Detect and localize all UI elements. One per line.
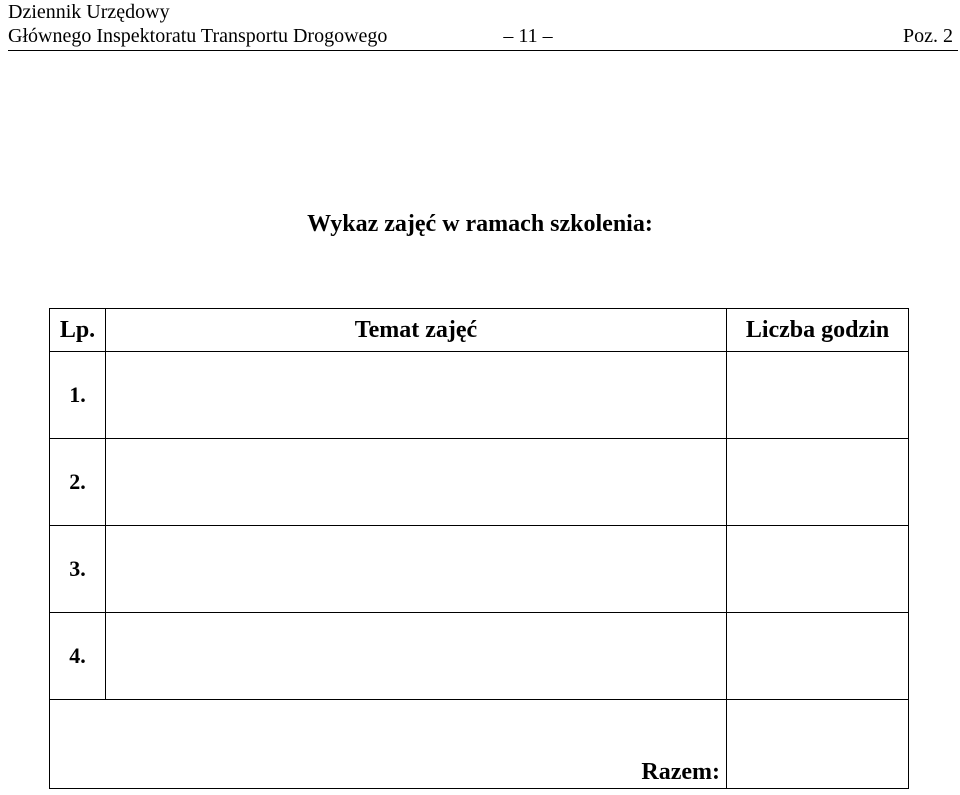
table-row (50, 613, 909, 700)
position-number: Poz. 2 (903, 25, 953, 47)
page-number-dash-left: – (503, 25, 514, 47)
total-label: Razem: (50, 700, 727, 789)
row-number: 4. (50, 613, 106, 700)
journal-title-line1: Dziennik Urzędowy (8, 1, 170, 23)
journal-title-line2: Głównego Inspektoratu Transportu Drogowego (8, 25, 388, 47)
page-number (483, 24, 573, 49)
page-number-dash-right: – (542, 25, 553, 47)
hours-cell (727, 526, 909, 613)
column-header-lp: Lp. (50, 309, 106, 352)
topic-cell (106, 526, 727, 613)
topic-cell (106, 439, 727, 526)
hours-cell (727, 352, 909, 439)
column-header-topic: Temat zajęć (106, 309, 727, 352)
table-header-row (50, 309, 909, 352)
row-number: 3. (50, 526, 106, 613)
page-header (8, 0, 958, 51)
hours-cell (727, 613, 909, 700)
total-row (50, 700, 909, 789)
topic-cell (106, 613, 727, 700)
row-number: 2. (50, 439, 106, 526)
table-row (50, 526, 909, 613)
document-title: Wykaz zajęć w ramach szkolenia: (307, 211, 653, 237)
page-number-value: 11 (518, 25, 538, 47)
table-row (50, 352, 909, 439)
total-hours-cell (727, 700, 909, 789)
table-row (50, 439, 909, 526)
hours-cell (727, 439, 909, 526)
row-number: 1. (50, 352, 106, 439)
column-header-hours: Liczba godzin (727, 309, 909, 352)
training-schedule-table (49, 308, 909, 789)
topic-cell (106, 352, 727, 439)
